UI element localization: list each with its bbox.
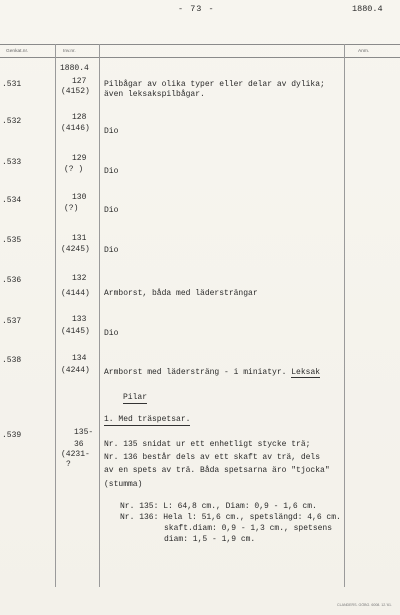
inv-line: 135- — [74, 428, 94, 437]
entry-text: Pilbågar av olika typer eller delar av dylika; — [104, 80, 325, 89]
entry-text: Armborst, båda med lädersträngar — [104, 289, 258, 298]
year-label: 1880.4 — [60, 64, 89, 73]
section-title: Pilar — [123, 393, 148, 402]
entry-text: Dio — [104, 329, 119, 338]
inv-number: 131 — [72, 234, 87, 243]
gen-number: .537 — [2, 317, 22, 326]
inv-number: 133 — [72, 315, 87, 324]
inv-number-alt: (4244) — [61, 366, 90, 375]
measure-line: skaft.diam: 0,9 - 1,3 cm., spetsens — [164, 524, 333, 533]
inv-number: 127 — [72, 77, 87, 86]
printer-mark: CLANDERS. GÖBG. 6008. 12.'61. — [336, 603, 392, 607]
column-divider — [344, 44, 345, 587]
measure-line: Nr. 135: L: 64,8 cm., Diam: 0,9 - 1,6 cm. — [120, 502, 317, 511]
entry-text: Dio — [104, 127, 119, 136]
inv-number-alt: (4245) — [61, 245, 90, 254]
inv-number: 129 — [72, 154, 87, 163]
column-divider — [99, 44, 100, 587]
inv-number-alt: (?) — [64, 204, 79, 213]
inv-number: 128 — [72, 113, 87, 122]
inv-number-alt: (? ) — [64, 165, 84, 174]
inv-line: 36 — [74, 440, 84, 449]
gen-number: .534 — [2, 196, 22, 205]
entry-text: Dio — [104, 206, 119, 215]
inv-number-alt: (4152) — [61, 87, 90, 96]
column-divider — [55, 44, 56, 587]
inv-number: 130 — [72, 193, 87, 202]
measure-line: diam: 1,5 - 1,9 cm. — [164, 535, 256, 544]
inv-line: ? — [66, 460, 71, 469]
inv-number-alt: (4144) — [61, 289, 90, 298]
top-rule — [0, 44, 400, 45]
entry-text: Armborst med lädersträng - i miniatyr. Leksak — [104, 368, 321, 377]
gen-number: .532 — [2, 117, 22, 126]
entry-text: även leksakspilbågar. — [104, 90, 205, 99]
page-year: 1880.4 — [352, 4, 383, 14]
gen-number: .533 — [2, 158, 22, 167]
entry-text: Nr. 135 snidat ur ett enhetligt stycke trä; — [104, 440, 311, 449]
entry-text: Dio — [104, 167, 119, 176]
entry-text: (stumma) — [104, 480, 143, 489]
entry-text: av en spets av trä. Båda spetsarna äro "tjocka" — [104, 466, 330, 475]
inv-number: 132 — [72, 274, 87, 283]
section-subtitle: 1. Med träspetsar. — [104, 415, 191, 424]
column-header-anm: Anm. — [358, 49, 370, 54]
header-rule — [0, 57, 400, 58]
inv-number-alt: (4145) — [61, 327, 90, 336]
column-header-gen: Genkat.nr. — [6, 49, 29, 54]
measure-line: Nr. 136: Hela l: 51,6 cm., spetslängd: 4,6 cm. — [120, 513, 341, 522]
inv-number-alt: (4146) — [61, 124, 90, 133]
inv-number: 134 — [72, 354, 87, 363]
gen-number: .531 — [2, 80, 22, 89]
gen-number: .538 — [2, 356, 22, 365]
gen-number: .536 — [2, 276, 22, 285]
gen-number: .535 — [2, 236, 22, 245]
page-number: - 73 - — [178, 4, 215, 14]
gen-number: .539 — [2, 431, 22, 440]
entry-text: Dio — [104, 246, 119, 255]
inv-line: (4231- — [61, 450, 90, 459]
column-header-inv: Inv.nr. — [63, 49, 76, 54]
entry-text: Nr. 136 består dels av ett skaft av trä, dels — [104, 453, 321, 462]
entry-text-underlined: Leksak — [291, 368, 321, 377]
